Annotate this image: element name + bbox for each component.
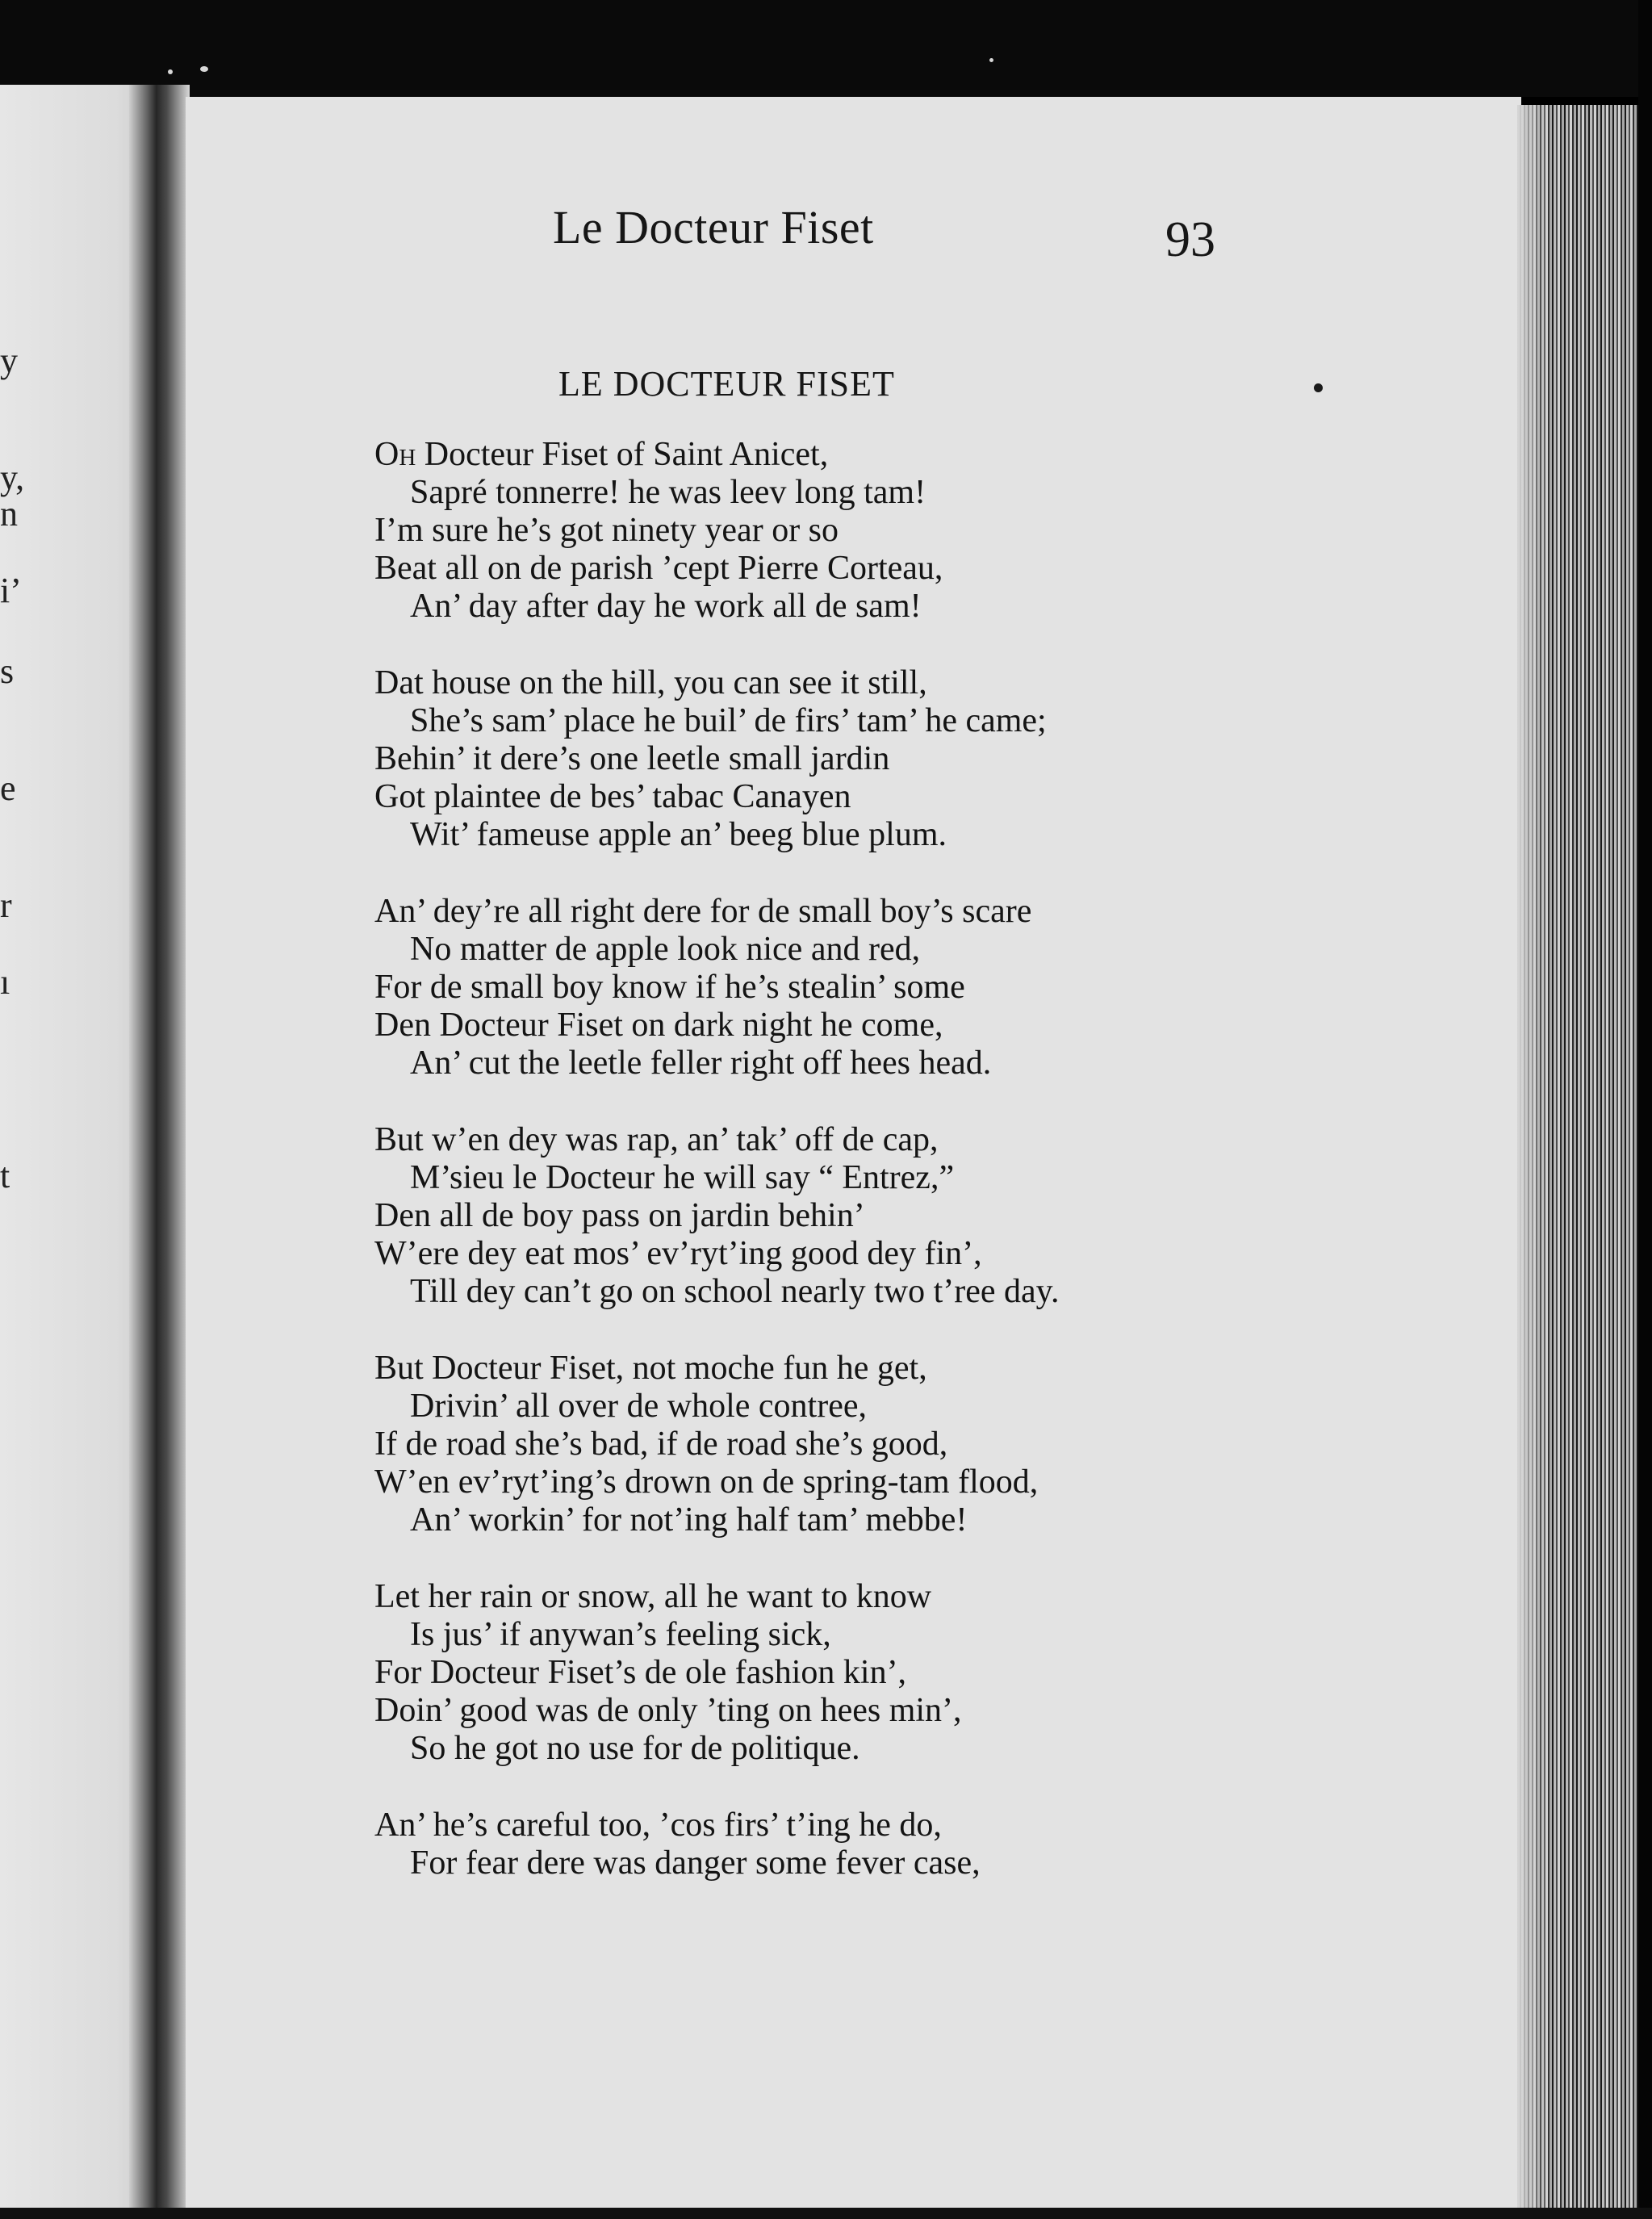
stanza: [374, 664, 1262, 854]
poem-line: Beat all on de parish ’cept Pierre Corteau,: [374, 550, 943, 587]
poem-line: Drivin’ all over de whole contree,: [410, 1388, 867, 1425]
poem-line: W’ere dey eat mos’ ev’ryt’ing good dey fin’,: [374, 1235, 982, 1272]
running-head: Le Docteur Fiset: [553, 201, 874, 253]
poem-line: If de road she’s bad, if de road she’s good,: [374, 1426, 948, 1463]
poem-line: M’sieu le Docteur he will say “ Entrez,”: [410, 1159, 955, 1196]
scan-dust-speck: [989, 58, 993, 62]
poem-line: Den Docteur Fiset on dark night he come,: [374, 1007, 943, 1044]
poem-line: But Docteur Fiset, not moche fun he get,: [374, 1350, 927, 1387]
book-gutter-shadow: [129, 85, 190, 2219]
scan-bottom-border: [0, 2208, 1652, 2219]
stanza: [374, 1350, 1262, 1539]
poem-line: [374, 436, 1262, 474]
stanza: [374, 1578, 1262, 1768]
poem-line: Is jus’ if anywan’s feeling sick,: [410, 1616, 831, 1653]
page-edge-fade: [1517, 105, 1550, 2219]
poem-line: For fear dere was danger some fever case,: [410, 1844, 981, 1882]
left-page-fragment: t: [0, 1156, 10, 1195]
poem-line: An’ cut the leetle feller right off hees head.: [410, 1045, 992, 1082]
page-number: 93: [1165, 212, 1215, 267]
poem-line: An’ day after day he work all de sam!: [410, 588, 922, 625]
left-page-fragment: e: [0, 768, 16, 808]
poem-line: So he got no use for de politique.: [410, 1730, 860, 1767]
left-page-fragment: r: [0, 886, 12, 925]
poem-line: Doin’ good was de only ’ting on hees min’,: [374, 1692, 962, 1729]
scan-right-border: [1638, 0, 1652, 2219]
left-page-fragment: s: [0, 651, 15, 691]
poem-body: [374, 436, 1262, 1921]
stanza: [374, 1807, 1262, 1882]
left-page-fragment: ı: [0, 962, 10, 1002]
stanza: [374, 893, 1262, 1082]
poem-line: For Docteur Fiset’s de ole fashion kin’,: [374, 1654, 907, 1691]
scan-top-border: [0, 0, 1652, 97]
poem-line: Behin’ it dere’s one leetle small jardin: [374, 740, 890, 777]
poem-line: She’s sam’ place he buil’ de firs’ tam’ he came;: [410, 702, 1047, 739]
poem-line: An’ he’s careful too, ’cos firs’ t’ing he do,: [374, 1807, 942, 1844]
poem-line: I’m sure he’s got ninety year or so: [374, 512, 839, 549]
poem-line: An’ workin’ for not’ing half tam’ mebbe!: [410, 1501, 968, 1539]
left-page-fragment: y,: [0, 458, 25, 497]
poem-line: Till dey can’t go on school nearly two t’ree day.: [410, 1273, 1060, 1310]
scan-dust-speck: [168, 69, 173, 74]
poem-line: Dat house on the hill, you can see it still,: [374, 664, 927, 701]
left-page-text-fragments: [0, 85, 24, 1376]
small-caps-lead: Oh: [374, 436, 416, 473]
poem-line: Let her rain or snow, all he want to know: [374, 1578, 932, 1615]
left-page-fragment: n: [0, 494, 18, 534]
poem-line: Sapré tonnerre! he was leev long tam!: [410, 474, 926, 511]
stanza: [374, 436, 1262, 626]
line-text: Docteur Fiset of Saint Anicet,: [416, 436, 829, 473]
poem-line: Den all de boy pass on jardin behin’: [374, 1197, 865, 1234]
poem-line: No matter de apple look nice and red,: [410, 931, 921, 968]
ink-speck: [1314, 383, 1323, 392]
poem-line: Got plaintee de bes’ tabac Canayen: [374, 778, 851, 815]
scan-dust-speck: [200, 66, 208, 72]
left-page-fragment: y: [0, 341, 18, 380]
stanza: [374, 1121, 1262, 1311]
poem-line: But w’en dey was rap, an’ tak’ off de cap,: [374, 1121, 939, 1158]
poem-line: For de small boy know if he’s stealin’ some: [374, 969, 965, 1006]
poem-title: LE DOCTEUR FISET: [558, 364, 895, 404]
poem-line: An’ dey’re all right dere for de small boy’s scare: [374, 893, 1032, 930]
poem-line: W’en ev’ryt’ing’s drown on de spring-tam flood,: [374, 1463, 1039, 1501]
poem-line: Wit’ fameuse apple an’ beeg blue plum.: [410, 816, 947, 853]
left-page-fragment: i’: [0, 571, 22, 610]
